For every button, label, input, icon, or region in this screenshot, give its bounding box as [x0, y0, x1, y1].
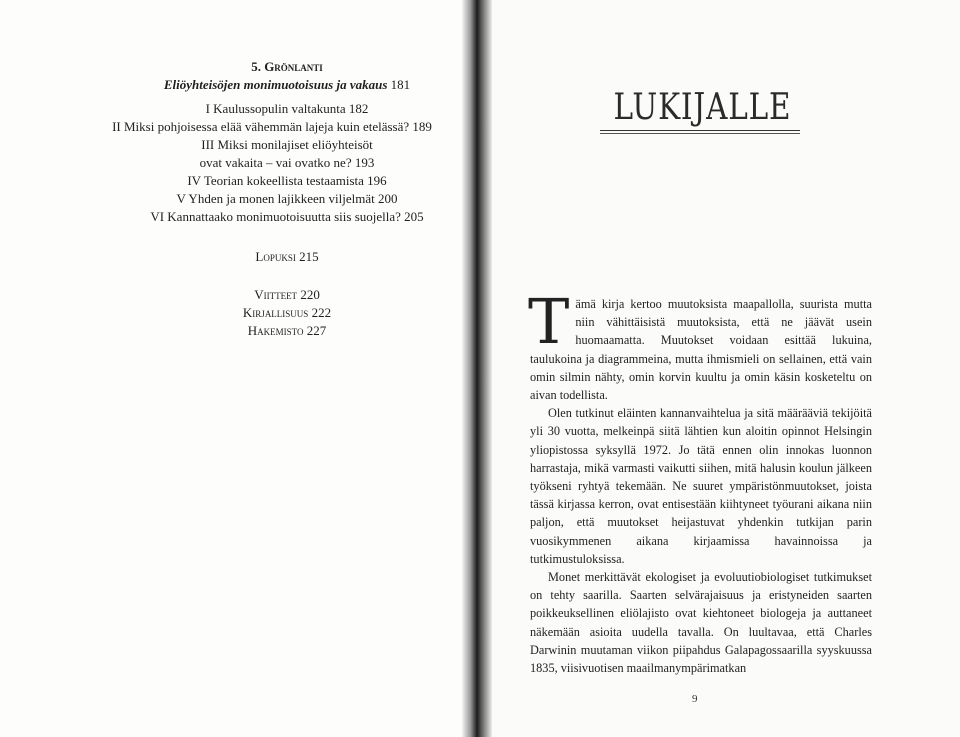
table-of-contents	[112, 58, 462, 340]
chapter-subtitle: Eliöyhteisöjen monimuotoisuus ja vakaus	[163, 77, 388, 92]
back-matter-label: Hakemisto	[247, 323, 304, 338]
toc-section: II Miksi pohjoisessa elää vähemmän lajeja kuin etelässä? 189	[112, 119, 432, 134]
toc-section: VI Kannattaako monimuotoisuutta siis suojella? 205	[150, 209, 424, 224]
epilogue-page: 215	[299, 249, 319, 264]
back-matter-label: Viitteet	[254, 287, 298, 302]
title-rule	[600, 133, 800, 134]
toc-section: I Kaulussopulin valtakunta 182	[205, 101, 369, 116]
chapter-subtitle-page: 181	[390, 77, 411, 92]
section-list	[112, 100, 462, 226]
page-number: 9	[692, 693, 698, 705]
title-rule	[600, 130, 800, 131]
epilogue-label: Lopuksi	[255, 249, 296, 264]
paragraph: Olen tutkinut eläinten kannanvaihtelua ja sitä määrääviä tekijöitä yli 30 vuotta, melkeinpä siitä lähtien kun aloitin opinnot Helsingin yliopistossa syksyllä 1972. Jo tätä ennen olin innokas luonnon harrastaja, mikä varmasti vaikutti siihen, mitä halusin koulun jälkeen työkseni ryhtyä tekemään. Ne suuret ympäristönmuutokset, joista tässä kirjassa kerron, ovat entisestään kiihtyneet työurani aikana niin paljon, että muutokset heijastuvat yhdenkin tutkijan parin vuosikymmenen aikana kirjaamissa havainnoissa ja tutkimustuloksissa.	[530, 406, 872, 566]
back-matter-page: 220	[300, 287, 320, 302]
epilogue-entry	[112, 248, 462, 266]
paragraph-text: ämä kirja kertoo muutoksista maapallolla, suurista mutta niin vähittäisistä muutoksista, että ne jäävät usein huomaamatta. Muutokset voidaan esittää lukuina, taulukoina ja diagrammeina, mutta ihmismieli on sellainen, että vain omin silmin nähty, omin korvin kuultu ja omin käsin kosketeltu on aivan todellista.	[530, 297, 872, 403]
back-matter-entry	[112, 286, 462, 304]
back-matter-label: Kirjallisuus	[242, 305, 309, 320]
toc-section: IV Teorian kokeellista testaamista 196	[187, 173, 387, 188]
drop-cap: T	[528, 285, 570, 358]
chapter-title: LUKIJALLE	[613, 87, 792, 128]
toc-section: III Miksi monilajiset eliöyhteisöt	[201, 137, 373, 152]
toc-section: V Yhden ja monen lajikkeen viljelmät 200	[176, 191, 398, 206]
book-gutter	[462, 0, 492, 737]
paragraph: Monet merkittävät ekologiset ja evoluutiobiologiset tutkimukset on tehty saarilla. Saarten selvärajaisuus ja eristyneiden saarten poikkeuksellinen eliölajisto ovat kiehtoneet biologeja ja auttaneet näkemään asioita uudella tavalla. On luultavaa, että Charles Darwinin muutaman viikon piipahdus Galapagossaarilla syyskuussa 1835, viisivuotisen maailmanympärimatkan	[530, 570, 872, 676]
toc-section: ovat vakaita – vai ovatko ne? 193	[199, 155, 375, 170]
back-matter-page: 222	[311, 305, 332, 320]
chapter-heading: 5. Grönlanti	[251, 59, 323, 74]
body-text	[528, 285, 872, 677]
chapter-subtitle-line	[112, 76, 462, 94]
chapter-title-block	[600, 88, 805, 128]
back-matter-entry	[112, 304, 462, 322]
back-matter-entry	[112, 322, 462, 340]
back-matter-page: 227	[306, 323, 327, 338]
paragraph	[528, 285, 872, 404]
